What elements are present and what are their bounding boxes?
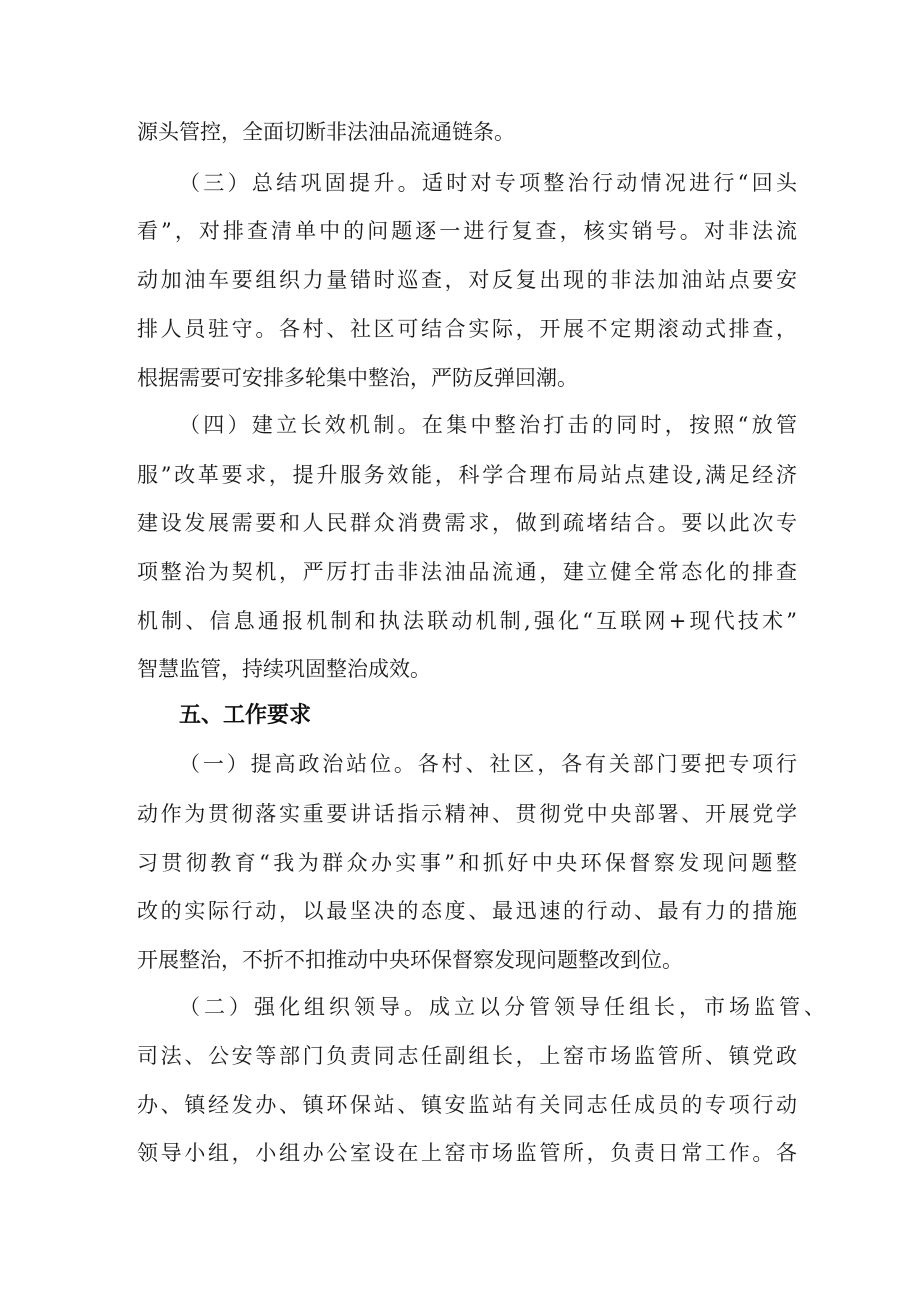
paragraph-line: 改的实际行动，以最坚决的态度、最迅速的行动、最有力的措施 — [137, 899, 797, 923]
paragraph-line: 服”改革要求，提升服务效能，科学合理布局站点建设,满足经济 — [137, 463, 797, 487]
paragraph-line: 开展整治，不折不扣推动中央环保督察发现问题整改到位。 — [137, 948, 683, 972]
paragraph-line: 项整治为契机，严厉打击非法油品流通，建立健全常态化的排查 — [137, 560, 797, 584]
paragraph-line: 动作为贯彻落实重要讲话指示精神、贯彻党中央部署、开展党学 — [137, 802, 797, 826]
paragraph-line: （一）提高政治站位。各村、社区，各有关部门要把专项行 — [179, 752, 797, 776]
paragraph-line: （三）总结巩固提升。适时对专项整治行动情况进行“回头 — [179, 171, 797, 195]
paragraph-line: 办、镇经发办、镇环保站、镇安监站有关同志任成员的专项行动 — [137, 1093, 797, 1117]
paragraph-line: 源头管控，全面切断非法油品流通链条。 — [137, 120, 515, 144]
paragraph-line: 智慧监管，持续巩固整治成效。 — [137, 657, 431, 681]
paragraph-line: 司法、公安等部门负责同志任副组长，上窑市场监管所、镇党政 — [137, 1044, 797, 1068]
paragraph-line: 动加油车要组织力量错时巡查，对反复出现的非法加油站点要安 — [137, 268, 797, 292]
paragraph-line: 习贯彻教育“我为群众办实事”和抓好中央环保督察发现问题整 — [137, 851, 797, 875]
section-heading: 五、工作要求 — [179, 703, 312, 728]
paragraph-line: 建设发展需要和人民群众消费需求，做到疏堵结合。要以此次专 — [137, 511, 797, 535]
paragraph-line: 根据需要可安排多轮集中整治，严防反弹回潮。 — [137, 366, 578, 390]
paragraph-line: （四）建立长效机制。在集中整治打击的同时，按照“放管 — [179, 413, 797, 437]
paragraph-line: 领导小组，小组办公室设在上窑市场监管所，负责日常工作。各 — [137, 1141, 797, 1165]
paragraph-line: 排人员驻守。各村、社区可结合实际，开展不定期滚动式排查， — [137, 317, 797, 341]
paragraph-line: 看”，对排查清单中的问题逐一进行复查，核实销号。对非法流 — [137, 219, 797, 243]
paragraph-line: （二）强化组织领导。成立以分管领导任组长，市场监管、 — [179, 995, 825, 1019]
paragraph-line: 机制、信息通报机制和执法联动机制,强化“互联网+现代技术” — [137, 609, 797, 633]
